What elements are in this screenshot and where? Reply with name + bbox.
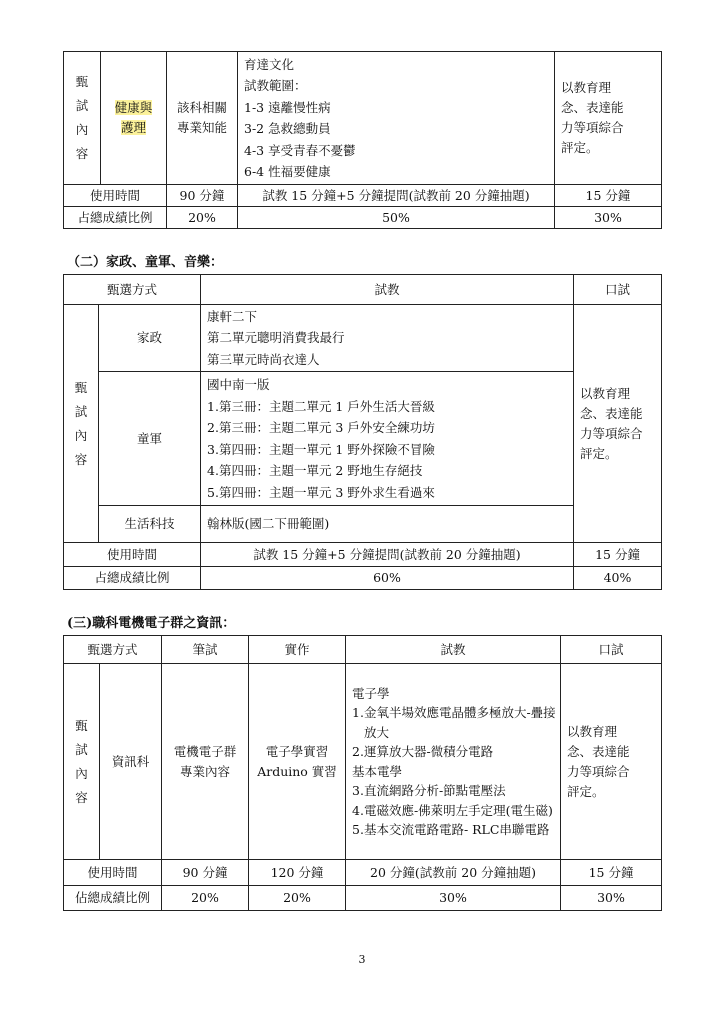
practice-cell: 電子學實習 Arduino 實習 (249, 664, 346, 860)
section-title-2: （二）家政、童軍、音樂： (67, 255, 224, 270)
head-teach: 試教 (346, 636, 561, 664)
home-label: 家政 (99, 305, 201, 372)
ratio-oral: 40% (574, 567, 662, 590)
head-oral: 口試 (561, 636, 662, 664)
section-title-3: (三)職科電機電子群之資訊： (67, 616, 236, 631)
time-teach: 20 分鐘(試教前 20 分鐘抽題) (346, 860, 561, 886)
time-oral: 15 分鐘 (574, 543, 662, 567)
row-label: 甄 試 內 容 (64, 52, 101, 185)
scout-label: 童軍 (99, 372, 201, 506)
page-number: 3 (358, 953, 366, 966)
scout-content: 國中南一版 1.第三冊：主題二單元 1 戶外生活大晉級 2.第三冊：主題二單元 3 戶外安全練功坊 3.第四冊：主題一單元 1 野外探險不冒險 4.第四冊：主題一單元 2 野地生存絕技 5.第四冊：主題一單元 3 野外求生看過來 (201, 372, 574, 506)
written-cell: 電機電子群 專業內容 (162, 664, 249, 860)
oral-cell: 以教育理 念、表達能 力等項綜合 評定。 (574, 305, 662, 543)
row-label: 甄 試 內 容 (64, 305, 99, 543)
ratio-label: 占總成績比例 (64, 207, 167, 229)
ratio-teach: 50% (238, 207, 555, 229)
time-written: 90 分鐘 (162, 860, 249, 886)
home-content: 康軒二下 第二單元聰明消費我最行 第三單元時尚衣達人 (201, 305, 574, 372)
time-label: 使用時間 (64, 185, 167, 207)
tech-label: 生活科技 (99, 506, 201, 543)
time-teach: 試教 15 分鐘+5 分鐘提問(試教前 20 分鐘抽題) (201, 543, 574, 567)
ratio-oral: 30% (555, 207, 662, 229)
time-label: 使用時間 (64, 543, 201, 567)
time-label: 使用時間 (64, 860, 162, 886)
subject-line-2: 護理 (120, 120, 146, 135)
head-practice: 實作 (249, 636, 346, 664)
row-label: 甄 試 內 容 (64, 664, 100, 860)
subject-cell (101, 52, 167, 185)
teach-content-cell: 育達文化 試教範圍： 1-3 遠離慢性病 3-2 急救總動員 4-3 享受青春不憂鬱 6-4 性福要健康 (238, 52, 555, 185)
time-practice: 120 分鐘 (249, 860, 346, 886)
head-written: 筆試 (162, 636, 249, 664)
written-cell: 該科相關 專業知能 (167, 52, 238, 185)
table-home-scout-tech (63, 274, 662, 590)
ratio-written: 20% (167, 207, 238, 229)
table-health-exam (63, 51, 662, 229)
ratio-teach: 30% (346, 886, 561, 911)
time-teach: 試教 15 分鐘+5 分鐘提問(試教前 20 分鐘抽題) (238, 185, 555, 207)
head-teach: 試教 (201, 275, 574, 305)
oral-cell: 以教育理 念、表達能 力等項綜合 評定。 (561, 664, 662, 860)
head-method: 甄選方式 (64, 275, 201, 305)
subject-cell: 資訊科 (100, 664, 162, 860)
ratio-oral: 30% (561, 886, 662, 911)
ratio-practice: 20% (249, 886, 346, 911)
ratio-written: 20% (162, 886, 249, 911)
tech-content: 翰林版(國二下冊範圍) (201, 506, 574, 543)
head-method: 甄選方式 (64, 636, 162, 664)
table-electronics-info (63, 635, 662, 911)
ratio-label: 佔總成績比例 (64, 886, 162, 911)
time-oral: 15 分鐘 (561, 860, 662, 886)
teach-content-cell: 電子學 1.金氧半場效應電晶體多極放大-疊接放大 2.運算放大器-微積分電路 基本電學 3.直流網路分析-節點電壓法 4.電磁效應-佛萊明左手定理(電生磁) 5.基本交流電路電路- RLC串聯電路 (346, 664, 561, 860)
ratio-label: 占總成績比例 (64, 567, 201, 590)
subject-line-1: 健康與 (114, 100, 153, 115)
ratio-teach: 60% (201, 567, 574, 590)
time-oral: 15 分鐘 (555, 185, 662, 207)
oral-cell: 以教育理 念、表達能 力等項綜合 評定。 (555, 52, 662, 185)
time-written: 90 分鐘 (167, 185, 238, 207)
head-oral: 口試 (574, 275, 662, 305)
